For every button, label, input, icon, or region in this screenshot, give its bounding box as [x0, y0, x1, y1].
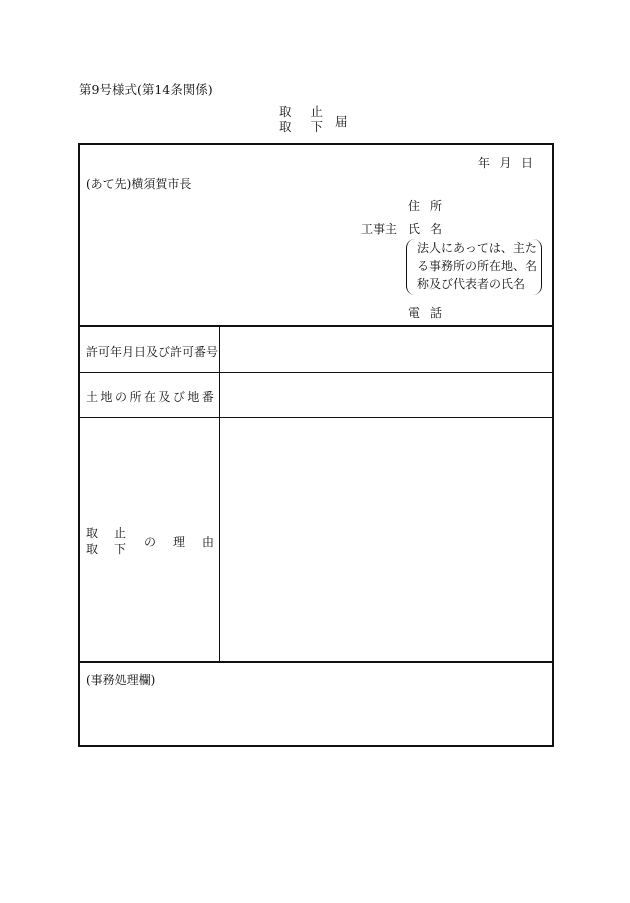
form-number: 第9号様式(第14条関係)	[79, 82, 213, 97]
land-char: 地	[100, 390, 113, 404]
year-label: 年	[478, 156, 491, 170]
address-label	[408, 197, 442, 214]
title-row-2	[279, 119, 323, 134]
land-char: 在	[143, 390, 156, 404]
column-divider	[219, 326, 220, 661]
reason-char: 理	[172, 535, 185, 549]
day-label: 日	[520, 156, 533, 170]
reason-tail	[144, 533, 214, 550]
label-char: 氏	[408, 222, 421, 236]
land-char: び	[172, 390, 185, 404]
label-char: 電	[408, 306, 421, 320]
reason-char: 下	[113, 542, 126, 556]
title-char: 取	[279, 104, 292, 119]
month-label: 月	[499, 156, 512, 170]
label-char: 名	[429, 222, 442, 236]
title-char: 下	[310, 119, 323, 134]
land-char: 土	[86, 390, 99, 404]
reason-char: の	[144, 535, 157, 549]
office-separator	[80, 661, 552, 663]
form-frame	[78, 143, 554, 747]
reason-stack	[86, 525, 126, 557]
title-row-1	[279, 104, 323, 119]
office-use-field	[80, 664, 552, 744]
reason-char: 止	[113, 526, 126, 540]
land-char: 番	[201, 390, 214, 404]
land-char: 地	[187, 390, 200, 404]
land-char: 所	[129, 390, 142, 404]
title-char: 取	[279, 119, 292, 134]
date-line	[478, 154, 533, 171]
row-separator	[80, 417, 552, 418]
title-suffix: 届	[335, 114, 348, 129]
name-label	[408, 220, 442, 237]
land-char: 及	[158, 390, 171, 404]
corporate-note-line: 称及び代表者の氏名	[417, 277, 526, 291]
phone-label	[408, 304, 442, 321]
corporate-note-bracket	[406, 239, 542, 295]
land-field[interactable]	[221, 374, 551, 416]
builder-label: 工事主	[361, 222, 398, 236]
title-char: 止	[310, 104, 323, 119]
reason-char: 由	[201, 535, 214, 549]
reason-field[interactable]	[221, 419, 551, 660]
corporate-note-line: 法人にあっては、主た	[417, 241, 537, 255]
label-char: 住	[408, 199, 421, 213]
label-char: 所	[429, 199, 442, 213]
label-char: 話	[429, 306, 442, 320]
corporate-note-line: る事務所の所在地、名	[417, 259, 538, 273]
permit-field[interactable]	[221, 327, 551, 371]
reason-char: 取	[86, 542, 99, 556]
addressee: (あて先)横須賀市長	[86, 177, 192, 191]
land-char: の	[114, 390, 127, 404]
office-use-label: (事務処理欄)	[86, 673, 156, 687]
reason-char: 取	[86, 526, 99, 540]
title-stack	[279, 104, 323, 134]
permit-label: 許可年月日及び許可番号	[86, 345, 219, 359]
land-label	[86, 388, 214, 405]
row-separator	[80, 372, 552, 373]
